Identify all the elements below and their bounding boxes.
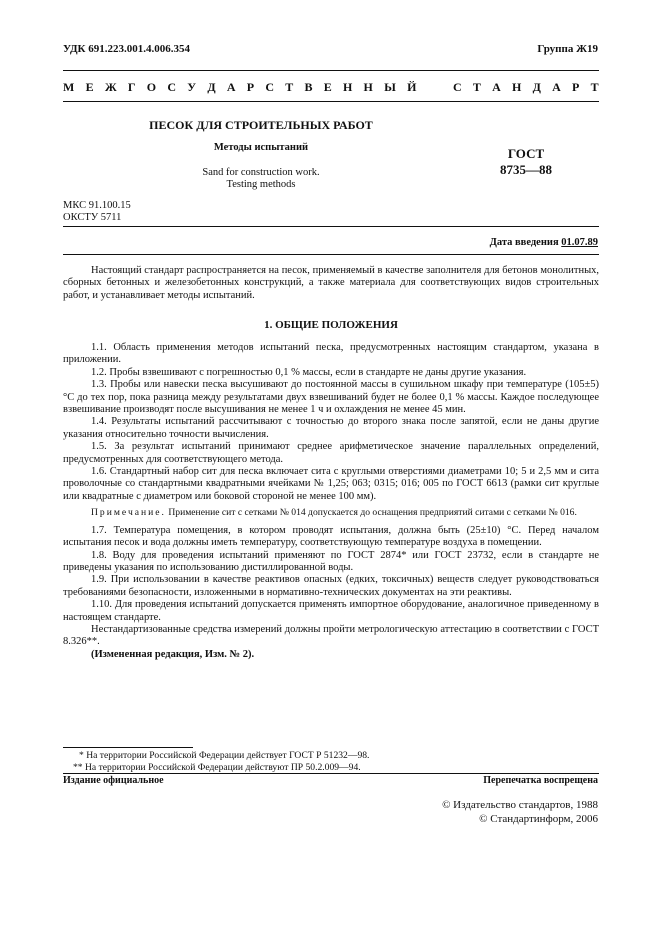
- clause-1-5: 1.5. За результат испытаний принимают среднее арифметическое значение параллельных определений, предусмотренных для соответствующего метода.: [63, 441, 599, 465]
- note-text: Применение сит с сетками № 014 допускается до оснащения предприятий ситами с сетками № 016.: [165, 507, 577, 519]
- banner-letter: С: [452, 80, 462, 94]
- banner-letter: Т: [590, 80, 599, 94]
- clause-1-10: 1.10. Для проведения испытаний допускается применять импортное оборудование, аналогичное приведенному в настоящем стандарте.: [63, 599, 599, 623]
- clause-1-6: 1.6. Стандартный набор сит для песка включает сита с круглыми отверстиями диаметрами 10; 5 и 2,5 мм и сита проволочные со стандартными квадратными ячейками № 1,25; 063; 0315; 016; 005 по ГОСТ 6613 (рамки сит круглые или квадратные с диаметром или боковой стороной не менее 100 мм).: [63, 466, 599, 502]
- udk-code: УДК 691.223.001.4.006.354: [63, 43, 191, 55]
- copyright-block: [442, 798, 598, 826]
- english-title-line1: Sand for construction work.: [202, 167, 320, 178]
- banner-letter: Е: [85, 80, 94, 94]
- banner-letter: А: [492, 80, 501, 94]
- banner-letter: С: [265, 80, 274, 94]
- clause-1-2: 1.2. Пробы взвешивают с погрешностью 0,1 % массы, если в стандарте не даны другие указания.: [91, 366, 527, 378]
- banner-letter: Д: [532, 80, 541, 94]
- footnote-1: * На территории Российской Федерации действует ГОСТ Р 51232—98.: [79, 750, 370, 761]
- banner-letter: Д: [207, 80, 216, 94]
- copyright-line-1: © Издательство стандартов, 1988: [442, 799, 598, 811]
- banner-letter: Н: [363, 80, 373, 94]
- footnote-separator: [63, 747, 193, 748]
- banner-letter: Н: [342, 80, 353, 94]
- banner-letter: У: [187, 80, 197, 94]
- footnotes: [63, 750, 369, 773]
- top-rule: [63, 70, 599, 71]
- document-title: ПЕСОК ДЛЯ СТРОИТЕЛЬНЫХ РАБОТ: [149, 118, 373, 132]
- english-title-line2: Testing methods: [226, 179, 296, 190]
- clause-1-1: 1.1. Область применения методов испытаний песка, предусмотренных настоящим стандартом, указана в приложении.: [63, 342, 599, 366]
- classification-codes: [63, 200, 131, 224]
- mks-code: МКС 91.100.15: [63, 200, 131, 211]
- intro-paragraph: Настоящий стандарт распространяется на песок, применяемый в качестве заполнителя для бетонов монолитных, сборных бетонных и железобетонных конструкций, а также материала для соответствующих видов строительных работ, и устанавливает методы испытаний.: [63, 265, 599, 301]
- clause-1-8: 1.8. Воду для проведения испытаний применяют по ГОСТ 2874* или ГОСТ 23732, если в стандарте не приведены указания по использованию дистиллированной воды.: [63, 549, 599, 573]
- banner-letter: Т: [285, 80, 294, 94]
- okstu-code: ОКСТУ 5711: [63, 212, 122, 223]
- clause-1-4: 1.4. Результаты испытаний рассчитывают с точностью до второго знака после запятой, если не даны другие указания относительно точности вычисления.: [63, 416, 599, 440]
- banner-letter: Т: [472, 80, 481, 94]
- nonstandard-instruments: Нестандартизованные средства измерений должны пройти метрологическую аттестацию в соответствии с ГОСТ 8.326**.: [63, 624, 599, 648]
- note-paragraph: [63, 507, 599, 519]
- intro-date-label: Дата введения: [489, 237, 562, 248]
- banner-letter: Н: [512, 80, 522, 94]
- gost-code: 8735—88: [500, 162, 552, 177]
- official-edition: Издание официальное: [63, 775, 164, 786]
- copyright-line-2: © Стандартинформ, 2006: [479, 813, 598, 825]
- gost-label: ГОСТ: [507, 146, 545, 161]
- banner-letter: Ж: [104, 80, 117, 94]
- interstate-standard-banner: [63, 80, 599, 95]
- banner-letter: А: [552, 80, 561, 94]
- banner-letter: Й: [407, 80, 417, 94]
- banner-letter: М: [63, 80, 75, 94]
- clause-1-7: 1.7. Температура помещения, в котором проводят испытания, должна быть (25±10) °С. Перед началом испытания песок и вода должны иметь температуру, соответствующую температуре воздуха в помещении.: [63, 524, 599, 549]
- footnote-2: ** На территории Российской Федерации действуют ПР 50.2.009—94.: [73, 761, 361, 773]
- banner-letter: А: [226, 80, 236, 94]
- banner-rule: [63, 101, 599, 102]
- banner-letter: В: [304, 80, 313, 94]
- note-label: Примечание.: [91, 507, 166, 519]
- english-title: [63, 167, 459, 191]
- banner-letter: Г: [127, 80, 136, 94]
- date-rule: [63, 254, 599, 255]
- section-heading: 1. ОБЩИЕ ПОЛОЖЕНИЯ: [264, 319, 398, 331]
- banner-letter: [428, 80, 442, 95]
- clause-1-9: 1.9. При использовании в качестве реактивов опасных (едких, токсичных) веществ следует руководствоваться требованиями безопасности, изложенными в нормативно-технических документах на эти реактивы.: [63, 574, 599, 598]
- introduction-date: [490, 237, 598, 248]
- document-subtitle: Методы испытаний: [213, 142, 309, 153]
- banner-letter: Ы: [384, 80, 396, 94]
- group-code: Группа Ж19: [537, 43, 598, 55]
- footer-rule: [63, 773, 599, 774]
- banner-letter: С: [167, 80, 177, 94]
- intro-block: [63, 265, 599, 302]
- intro-date-value: 01.07.89: [561, 237, 598, 248]
- banner-letter: О: [146, 80, 157, 94]
- edition-note: (Измененная редакция, Изм. № 2).: [91, 648, 255, 660]
- banner-letter: Р: [246, 80, 255, 94]
- banner-letter: Е: [323, 80, 332, 94]
- clause-1-3: 1.3. Пробы или навески песка высушивают до постоянной массы в сушильном шкафу при температуре (105±5) °С до тех пор, пока разница между результатами двух взвешиваний будет не более 0,1 % массы. Каждое последующее взвешивание производят после высушивания не менее 1 ч и охлаждения не менее 45 мин.: [63, 379, 599, 416]
- gost-number: [478, 146, 574, 178]
- banner-letter: Р: [572, 80, 580, 94]
- title-rule: [63, 226, 599, 227]
- reprint-prohibited: Перепечатка воспрещена: [483, 775, 598, 786]
- section-body: [63, 342, 599, 661]
